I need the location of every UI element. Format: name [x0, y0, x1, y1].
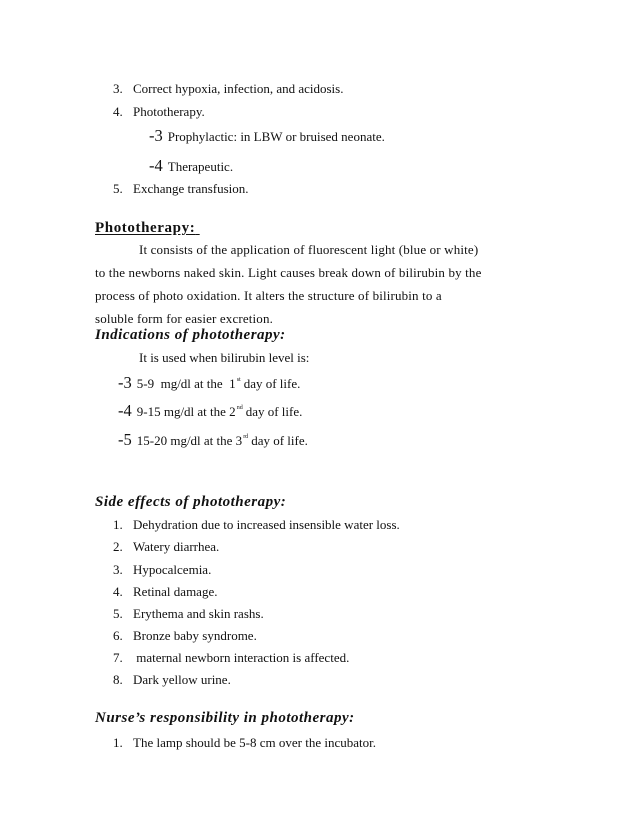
- section-heading-side-effects: Side effects of phototherapy:: [95, 494, 287, 510]
- list-item: 3. Hypocalcemia.: [113, 562, 212, 577]
- list-item: 4. Retinal damage.: [113, 584, 218, 599]
- sub-list-item: -3 Prophylactic: in LBW or bruised neonate.: [149, 126, 385, 145]
- paragraph-line: to the newborns naked skin. Light causes break down of bilirubin by the: [95, 265, 482, 280]
- list-item: 1. The lamp should be 5-8 cm over the incubator.: [113, 735, 376, 750]
- section-heading-nurse-responsibility: Nurse’s responsibility in phototherapy:: [95, 710, 355, 726]
- section-heading-phototherapy: Phototherapy:: [95, 220, 196, 236]
- list-item: 5. Exchange transfusion.: [113, 181, 249, 196]
- list-item: 3. Correct hypoxia, infection, and acidosis.: [113, 81, 344, 96]
- list-item: 5. Erythema and skin rashs.: [113, 606, 264, 621]
- paragraph-line: It consists of the application of fluorescent light (blue or white): [139, 242, 479, 257]
- list-item: 2. Watery diarrhea.: [113, 539, 220, 554]
- list-item: 7. maternal newborn interaction is affected.: [113, 650, 350, 665]
- indications-intro: It is used when bilirubin level is:: [139, 350, 310, 365]
- sub-list-item: -4 Therapeutic.: [149, 156, 234, 175]
- section-heading-indications: Indications of phototherapy:: [95, 327, 286, 343]
- list-item: 1. Dehydration due to increased insensible water loss.: [113, 517, 400, 532]
- paragraph-line: soluble form for easier excretion.: [95, 311, 274, 326]
- list-item: 8. Dark yellow urine.: [113, 672, 231, 687]
- indication-item: -3 5-9 mg/dl at the 1st day of life.: [118, 373, 301, 392]
- list-item: 6. Bronze baby syndrome.: [113, 628, 257, 643]
- list-item: 4. Phototherapy.: [113, 104, 205, 119]
- indication-item: -4 9-15 mg/dl at the 2nd day of life.: [118, 401, 303, 420]
- indication-item: -5 15-20 mg/dl at the 3rd day of life.: [118, 430, 308, 449]
- paragraph-line: process of photo oxidation. It alters the structure of bilirubin to a: [95, 288, 442, 303]
